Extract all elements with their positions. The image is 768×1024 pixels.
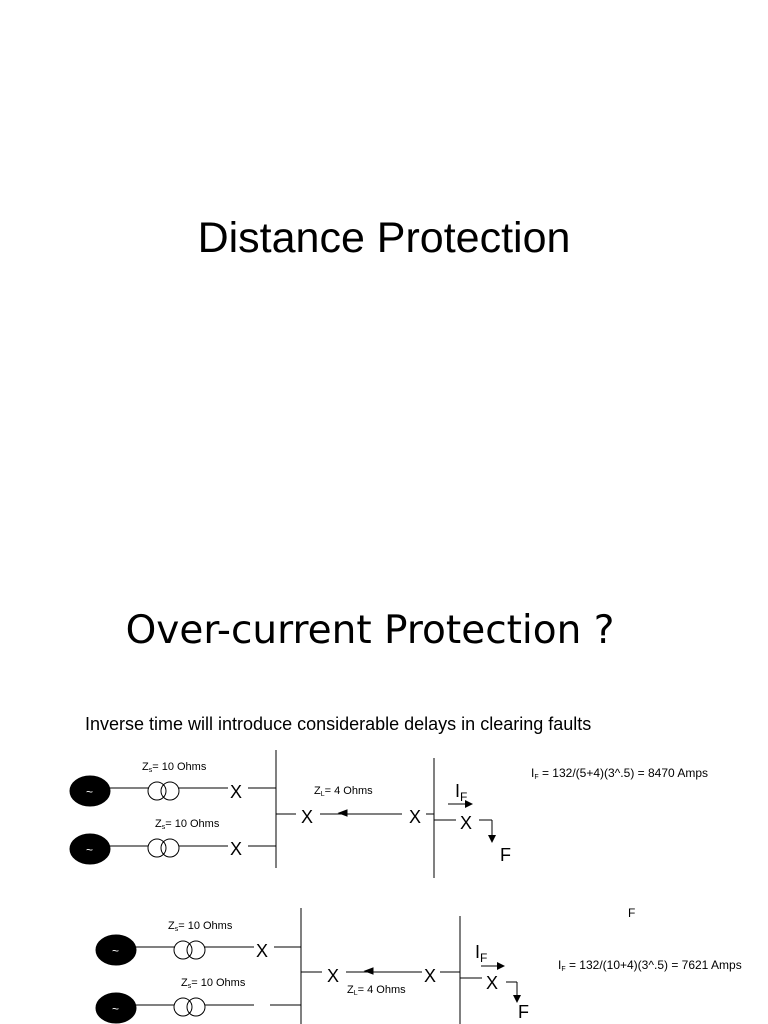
source-2-z: Z xyxy=(155,818,162,830)
fault-label-1: F xyxy=(500,845,511,865)
fault-current-2-sub: F xyxy=(480,951,488,965)
source-1-value: = 10 Ohms xyxy=(152,761,207,773)
line-2-sub: L xyxy=(353,990,358,997)
svg-text:IF = 132/(5+4)(3^.5) = 8470 Am xyxy=(531,766,708,781)
fault-current-2: I xyxy=(475,942,481,962)
svg-text:Zs= 10 Ohms xyxy=(181,977,246,990)
line-1-z: Z xyxy=(314,785,321,797)
source-2-sub: s xyxy=(161,824,166,831)
source-3-z: Z xyxy=(168,920,175,932)
generator-4-symbol: ~ xyxy=(112,1002,120,1016)
source-2-value: = 10 Ohms xyxy=(165,818,220,830)
svg-text:ZL= 4 Ohms xyxy=(347,984,406,997)
line-2-z: Z xyxy=(347,984,354,996)
fault-current-1-sub: F xyxy=(460,790,468,804)
svg-text:IF xyxy=(475,942,487,965)
diagram-2 xyxy=(96,908,517,1024)
source-3-sub: s xyxy=(174,926,179,933)
formula-2: = 132/(10+4)(3^.5) = 7621 Amps xyxy=(565,958,742,972)
slide-title-overcurrent-protection: Over-current Protection ? xyxy=(125,608,615,653)
svg-text:Zs= 10 Ohms xyxy=(142,761,207,774)
breaker-1c: X xyxy=(301,807,314,827)
breaker-1b: X xyxy=(230,839,243,859)
breaker-1d: X xyxy=(409,807,422,827)
fault-current-1: I xyxy=(455,781,461,801)
source-1-z: Z xyxy=(142,761,149,773)
formula-1: = 132/(5+4)(3^.5) = 8470 Amps xyxy=(538,766,709,780)
line-2-value: = 4 Ohms xyxy=(357,984,406,996)
fault-label-2: F xyxy=(518,1002,529,1022)
generator-2-symbol: ~ xyxy=(86,843,94,857)
source-4-value: = 10 Ohms xyxy=(191,977,246,989)
breaker-2c: X xyxy=(327,966,340,986)
diagram-1 xyxy=(70,750,492,878)
formula-1-sub: F xyxy=(534,774,539,781)
source-4-sub: s xyxy=(187,983,192,990)
formula-1-i: I xyxy=(531,766,535,780)
line-1-sub: L xyxy=(320,791,325,798)
generator-3-symbol: ~ xyxy=(112,944,120,958)
formula-2-i: I xyxy=(558,958,562,972)
svg-text:IF xyxy=(455,781,467,804)
svg-text:Zs= 10 Ohms xyxy=(155,818,220,831)
line-1-value: = 4 Ohms xyxy=(324,785,373,797)
svg-text:IF = 132/(10+4)(3^.5) = 7621 A xyxy=(558,958,742,973)
breaker-2d: X xyxy=(424,966,437,986)
slide-subtitle: Inverse time will introduce considerable delays in clearing faults xyxy=(85,714,592,734)
slide-title-distance-protection: Distance Protection xyxy=(197,214,571,262)
formula-2-sub: F xyxy=(561,966,566,973)
breaker-1e: X xyxy=(460,813,473,833)
generator-1-symbol: ~ xyxy=(86,785,94,799)
svg-text:Zs= 10 Ohms xyxy=(168,920,233,933)
stray-label-f: F xyxy=(628,906,636,920)
single-line-diagram xyxy=(0,740,768,1024)
source-3-value: = 10 Ohms xyxy=(178,920,233,932)
svg-text:ZL= 4 Ohms xyxy=(314,785,373,798)
breaker-2a: X xyxy=(256,941,269,961)
source-1-sub: s xyxy=(148,767,153,774)
source-4-z: Z xyxy=(181,977,188,989)
breaker-1a: X xyxy=(230,782,243,802)
breaker-2e: X xyxy=(486,973,499,993)
